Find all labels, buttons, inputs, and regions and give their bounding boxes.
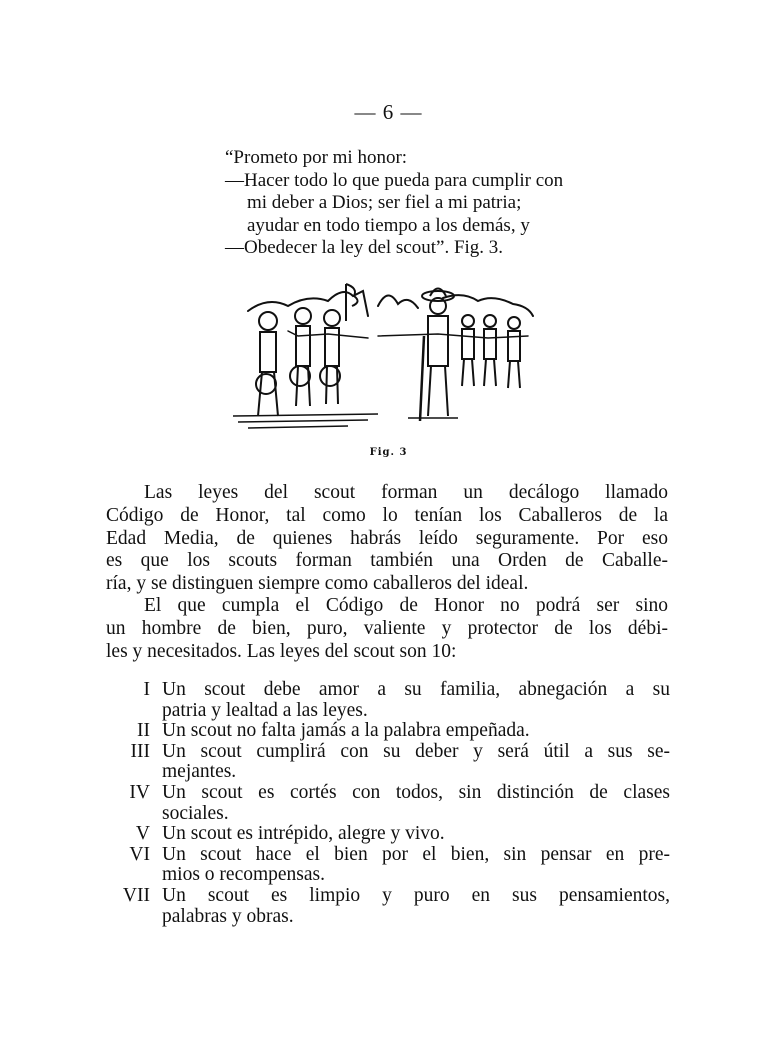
paragraph-line: es que los scouts forman también una Orden de Caballe-	[106, 550, 668, 572]
scout-ceremony-drawing	[228, 276, 538, 441]
oath-line: ayudar en todo tiempo a los demás, y	[247, 214, 530, 236]
paragraph-line: Edad Media, de quienes habrás leído seguramente. Por eso	[106, 527, 668, 549]
law-line: mejantes.	[162, 761, 237, 783]
law-line: Un scout es cortés con todos, sin distinción de clases	[162, 781, 670, 803]
law-line: Un scout hace el bien por el bien, sin pensar en pre-	[162, 843, 670, 865]
law-item	[100, 824, 670, 845]
paragraph-line: un hombre de bien, puro, valiente y protector de los débi-	[106, 617, 668, 639]
law-item	[100, 721, 670, 742]
law-line: patria y lealtad a las leyes.	[162, 699, 368, 721]
paragraph-line: ría, y se distinguen siempre como caballeros del ideal.	[106, 573, 529, 595]
law-item	[100, 783, 670, 824]
paragraph-line: El que cumpla el Código de Honor no podrá ser sino	[144, 595, 668, 616]
law-line: Un scout es limpio y puro en sus pensamientos,	[162, 884, 670, 906]
law-line: mios o recompensas.	[162, 864, 326, 886]
law-text	[162, 845, 670, 886]
law-number: IV	[129, 781, 150, 803]
law-line: Un scout cumplirá con su deber y será útil a sus se-	[162, 740, 670, 762]
law-text	[162, 742, 670, 783]
law-text	[162, 721, 670, 742]
oath-quote	[225, 147, 675, 260]
law-item	[100, 886, 670, 927]
paragraph-line: les y necesitados. Las leyes del scout son 10:	[106, 640, 457, 662]
page-number: — 6 —	[354, 100, 423, 124]
law-line: sociales.	[162, 802, 229, 824]
law-number: V	[135, 823, 150, 845]
law-line: Un scout es intrépido, alegre y vivo.	[162, 823, 445, 845]
law-number: III	[130, 740, 150, 762]
law-item	[100, 845, 670, 886]
paragraph-line: Las leyes del scout forman un decálogo llamado	[144, 482, 668, 503]
oath-line: “Prometo por mi honor:	[225, 147, 408, 168]
law-text	[162, 680, 670, 721]
law-text	[162, 824, 670, 845]
law-text	[162, 886, 670, 927]
law-number: I	[143, 679, 150, 700]
scout-ceremony-illustration	[228, 276, 538, 441]
law-line: palabras y obras.	[162, 905, 294, 927]
scout-laws-list	[100, 680, 670, 927]
paragraph-honorable-man	[106, 595, 668, 663]
law-item	[100, 680, 670, 721]
law-number: VI	[129, 843, 150, 865]
law-number: II	[137, 720, 150, 742]
law-line: Un scout debe amor a su familia, abnegación a su	[162, 679, 670, 700]
figure-caption: Fig. 3	[369, 447, 408, 458]
law-item	[100, 742, 670, 783]
oath-line: mi deber a Dios; ser fiel a mi patria;	[247, 192, 522, 213]
oath-line: —Hacer todo lo que pueda para cumplir con	[225, 169, 564, 191]
paragraph-code-of-honor	[106, 482, 668, 596]
law-number: VII	[122, 884, 150, 906]
law-text	[162, 783, 670, 824]
law-line: Un scout no falta jamás a la palabra empeñada.	[162, 720, 530, 742]
paragraph-line: Código de Honor, tal como lo tenían los Caballeros de la	[106, 504, 668, 526]
oath-line: —Obedecer la ley del scout”. Fig. 3.	[225, 237, 504, 258]
